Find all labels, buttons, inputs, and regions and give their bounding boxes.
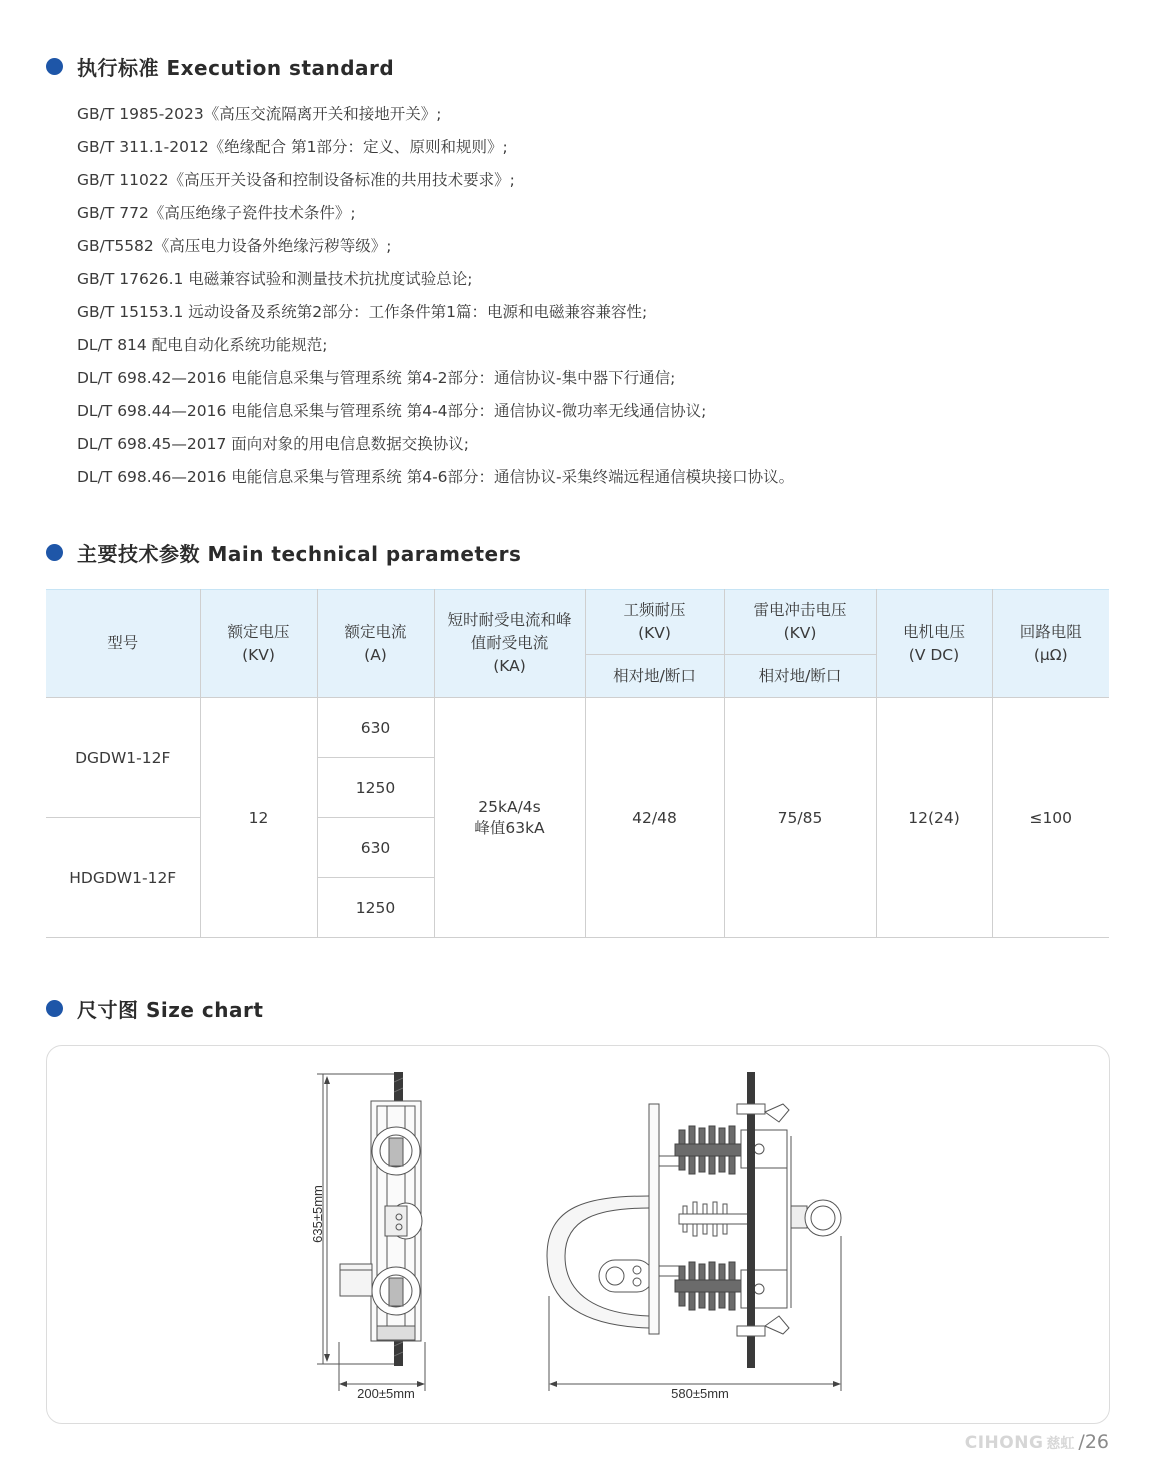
cell-lightning-impulse: 75/85 <box>724 698 876 938</box>
header-model: 型号 <box>46 590 200 698</box>
header-sub-ground-break: 相对地/断口 <box>724 655 876 698</box>
standard-item: GB/T 1985-2023《高压交流隔离开关和接地开关》; <box>77 105 442 123</box>
section-title-size <box>46 994 263 1023</box>
standard-item: DL/T 698.46—2016 电能信息采集与管理系统 第4-6部分：通信协议-采集终端远程通信模块接口协议。 <box>77 468 795 486</box>
cell-power-frequency: 42/48 <box>585 698 724 938</box>
cell-rated-current: 1250 <box>317 878 434 938</box>
section-title-params <box>46 538 521 567</box>
header-loop-resistance: 回路电阻 (μΩ) <box>992 590 1109 698</box>
bullet-dot-icon <box>46 58 63 75</box>
width-dimension-label-right: 580±5mm <box>671 1386 729 1401</box>
section-title-text: 执行标准 Execution standard <box>77 56 395 80</box>
cell-rated-current: 630 <box>317 698 434 758</box>
bullet-dot-icon <box>46 544 63 561</box>
standard-item: GB/T 311.1-2012《绝缘配合 第1部分：定义、原则和规则》; <box>77 138 508 156</box>
brand-logo: CIHONG <box>964 1433 1044 1453</box>
bullet-dot-icon <box>46 1000 63 1017</box>
header-rated-voltage: 额定电压 (KV) <box>200 590 317 698</box>
width-dimension-label-left: 200±5mm <box>357 1386 415 1401</box>
brand-logo-cn: 慈虹 <box>1046 1436 1075 1452</box>
cell-rated-current: 630 <box>317 818 434 878</box>
header-power-frequency: 工频耐压 (KV) <box>585 590 724 655</box>
standard-item: DL/T 698.45—2017 面向对象的用电信息数据交换协议; <box>77 435 470 453</box>
size-chart-drawing <box>47 1046 1109 1423</box>
standard-item: GB/T 11022《高压开关设备和控制设备标准的共用技术要求》; <box>77 171 515 189</box>
header-lightning-impulse: 雷电冲击电压 (KV) <box>724 590 876 655</box>
size-chart-box <box>46 1045 1110 1424</box>
header-short-time-current: 短时耐受电流和峰 值耐受电流 (KA) <box>434 590 585 698</box>
front-view-drawing <box>547 1072 841 1391</box>
cell-model: DGDW1-12F <box>46 698 200 818</box>
cell-loop-resistance: ≤100 <box>992 698 1109 938</box>
standard-item: GB/T5582《高压电力设备外绝缘污秽等级》; <box>77 237 392 255</box>
cell-model: HDGDW1-12F <box>46 818 200 938</box>
standards-list <box>77 98 794 494</box>
height-dimension-label: 635±5mm <box>310 1185 325 1243</box>
standard-item: DL/T 698.42—2016 电能信息采集与管理系统 第4-2部分：通信协议-集中器下行通信; <box>77 369 676 387</box>
section-title-text: 尺寸图 Size chart <box>77 998 264 1022</box>
section-title-execution <box>46 52 394 81</box>
page-footer <box>965 1431 1109 1453</box>
side-view-drawing <box>317 1072 425 1391</box>
standard-item: DL/T 698.44—2016 电能信息采集与管理系统 第4-4部分：通信协议-微功率无线通信协议; <box>77 402 707 420</box>
cell-rated-current: 1250 <box>317 758 434 818</box>
cell-short-time-current: 25kA/4s 峰值63kA <box>434 698 585 938</box>
standard-item: GB/T 15153.1 远动设备及系统第2部分：工作条件第1篇：电源和电磁兼容兼容性; <box>77 303 648 321</box>
header-rated-current: 额定电流 (A) <box>317 590 434 698</box>
parameters-table <box>46 589 1109 938</box>
cell-rated-voltage: 12 <box>200 698 317 938</box>
header-motor-voltage: 电机电压 (V DC) <box>876 590 992 698</box>
header-sub-ground-break: 相对地/断口 <box>585 655 724 698</box>
standard-item: DL/T 814 配电自动化系统功能规范; <box>77 336 328 354</box>
standard-item: GB/T 772《高压绝缘子瓷件技术条件》; <box>77 204 356 222</box>
cell-motor-voltage: 12(24) <box>876 698 992 938</box>
section-title-text: 主要技术参数 Main technical parameters <box>77 542 522 566</box>
page-number: /26 <box>1078 1431 1109 1453</box>
standard-item: GB/T 17626.1 电磁兼容试验和测量技术抗扰度试验总论; <box>77 270 473 288</box>
